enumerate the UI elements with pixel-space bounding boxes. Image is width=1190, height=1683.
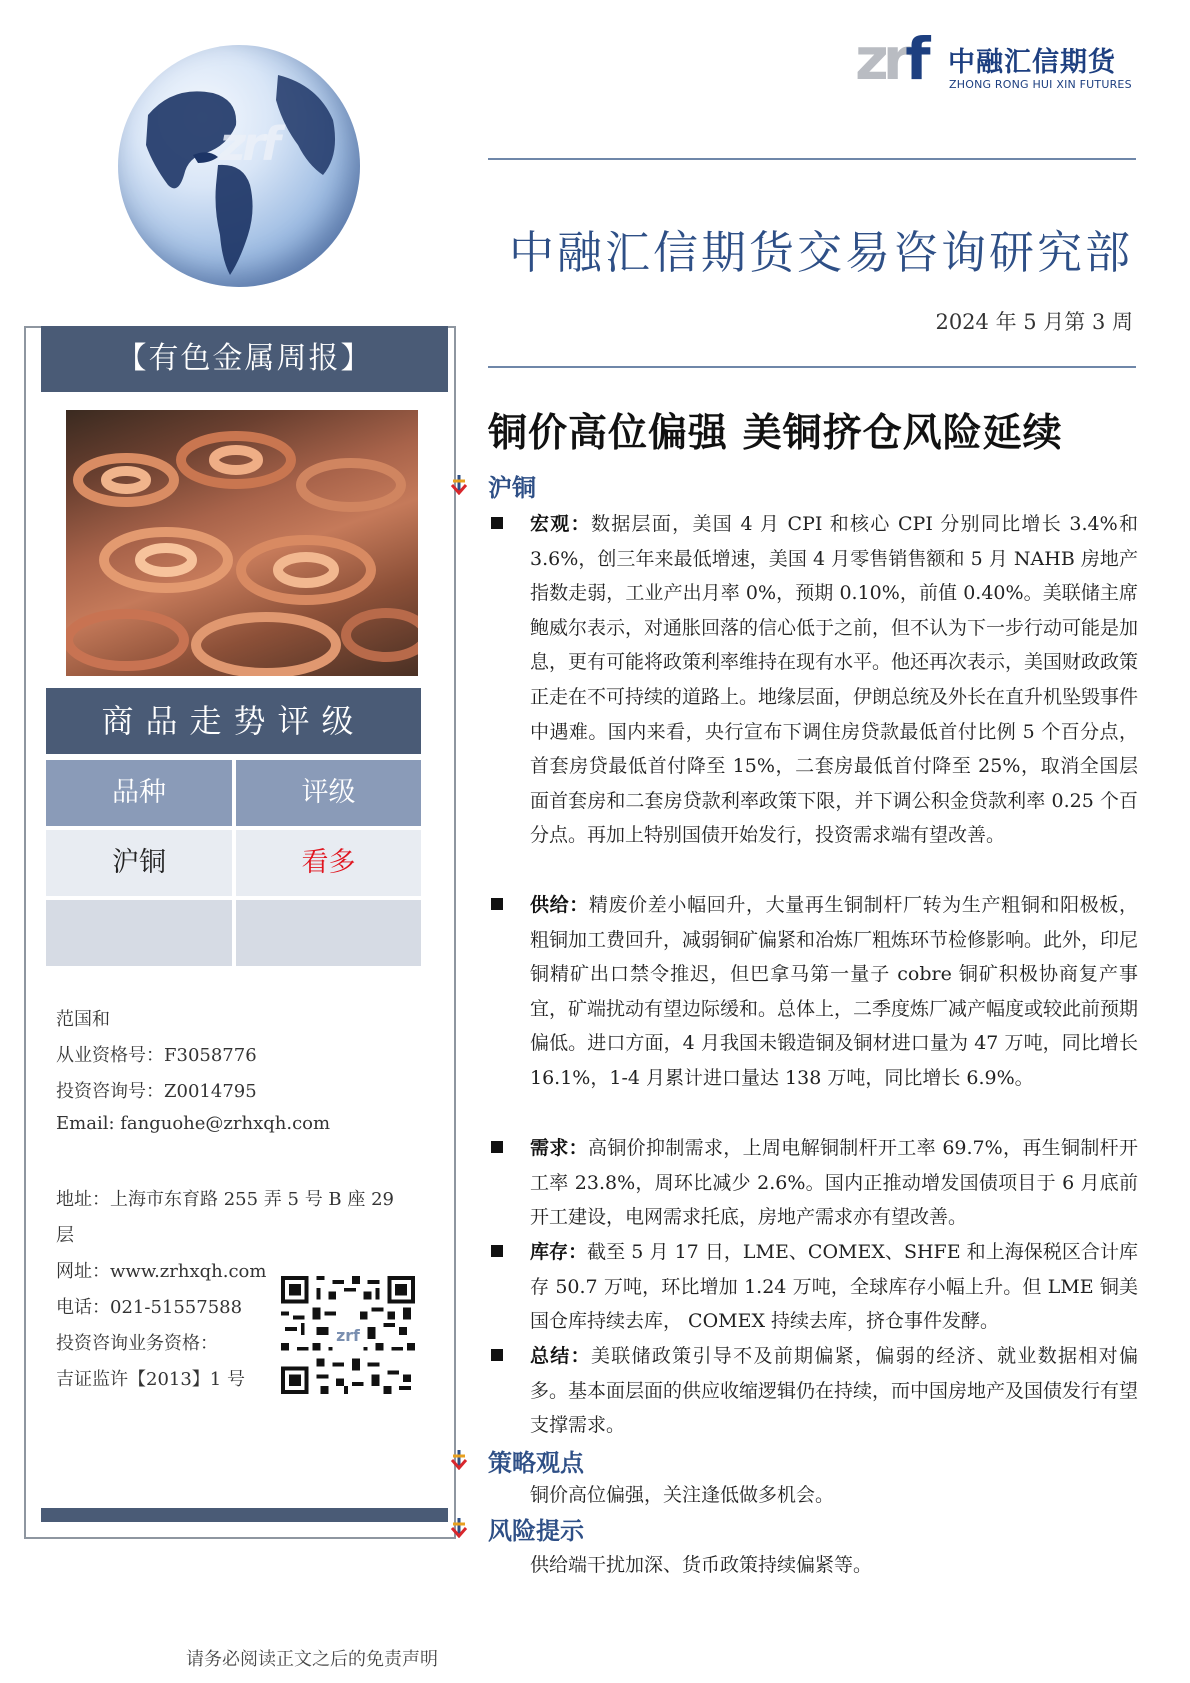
company-address-cont: 层 bbox=[56, 1225, 74, 1246]
disclaimer-footer: 请务必阅读正文之后的免责声明 bbox=[186, 1649, 438, 1670]
inventory-paragraph: 库存：截至 5 月 17 日，LME、COMEX、SHFE 和上海保税区合计库存 50.7 万吨，环比增加 1.24 万吨，全球库存小幅上升。但 LME 铜美国仓库持续去库， COMEX 持续去库，挤仓事件发酵。 bbox=[530, 1241, 1138, 1333]
rating-cell-commodity: 沪铜 bbox=[46, 830, 232, 896]
analyst-name: 范国和 bbox=[56, 1009, 110, 1030]
report-date: 2024 年 5 月第 3 周 bbox=[935, 310, 1133, 334]
logo-mark: zrf bbox=[855, 25, 925, 93]
demand-paragraph: 需求：高铜价抑制需求，上周电解铜制杆开工率 69.7%，再生铜制杆开工率 23.8%，周环比减少 2.6%。国内正推动增发国债项目于 6 月底前开工建设，电网需求托底，房地产需求亦有望改善。 bbox=[530, 1137, 1138, 1229]
macro-paragraph: 宏观：数据层面，美国 4 月 CPI 和核心 CPI 分别同比增长 3.4%和 3.6%，创三年来最低增速，美国 4 月零售销售额和 5 月 NAHB 房地产指数走弱，工业产出月率 0%，预期 0.10%，前值 0.40%。美联储主席鲍威尔表示，对通胀回落的信心低于之前，但不认为下一步行动可能是加息，更有可能将政策利率维持在现有水平。他还再次表示，美国财政政策正走在不可持续的道路上。地缘层面，伊朗总统及外长在直升机坠毁事件中遇难。国内来看，央行宣布下调住房贷款最低首付比例 5 个百分点，首套房贷最低首付降至 15%，二套房最低首付降至 25%，取消全国层面首套房和二套房贷款利率政策下限，并下调公积金贷款利率 0.25 个百分点。再加上特别国债开始发行，投资需求端有望改善。 bbox=[530, 513, 1139, 847]
company-logo bbox=[855, 25, 1132, 98]
qualification-value: 吉证监许【2013】1 号 bbox=[56, 1369, 245, 1390]
copper-coils-photo bbox=[66, 410, 418, 676]
sidebar-bottom-bar bbox=[41, 1508, 448, 1522]
risk-text: 供给端干扰加深、货币政策持续偏紧等。 bbox=[530, 1554, 873, 1576]
bullet-square bbox=[491, 898, 503, 910]
analyst-license: 从业资格号：F3058776 bbox=[56, 1045, 257, 1066]
summary-paragraph: 总结：美联储政策引导不及前期偏紧，偏弱的经济、就业数据相对偏多。基本面层面的供应收缩逻辑仍在持续，而中国房地产及国债发行有望支撑需求。 bbox=[530, 1345, 1139, 1437]
bullet-square bbox=[491, 1141, 503, 1153]
report-type-banner: 【有色金属周报】 bbox=[41, 326, 448, 392]
rating-empty-cell bbox=[236, 900, 421, 966]
svg-text:zrf: zrf bbox=[336, 1325, 360, 1345]
date-divider bbox=[488, 366, 1136, 368]
globe-image bbox=[118, 45, 360, 287]
globe-logo: zrf bbox=[219, 117, 277, 171]
rating-header-commodity: 品种 bbox=[46, 760, 232, 826]
arrow-bullet-icon bbox=[448, 473, 470, 495]
rating-section-title: 商品走势评级 bbox=[46, 688, 421, 754]
arrow-bullet-icon bbox=[448, 1448, 470, 1470]
section-title-strategy: 策略观点 bbox=[488, 1443, 584, 1478]
arrow-bullet-icon bbox=[448, 1516, 470, 1538]
company-website: 网址：www.zrhxqh.com bbox=[56, 1261, 267, 1282]
strategy-text: 铜价高位偏强，关注逢低做多机会。 bbox=[530, 1484, 835, 1506]
qr-code bbox=[280, 1276, 416, 1394]
bullet-square bbox=[491, 517, 503, 529]
company-phone: 电话：021-51557588 bbox=[56, 1297, 243, 1318]
rating-empty-cell bbox=[46, 900, 232, 966]
department-title: 中融汇信期货交易咨询研究部 bbox=[508, 226, 1133, 279]
rating-cell-value: 看多 bbox=[236, 830, 421, 896]
qualification-label: 投资咨询业务资格： bbox=[56, 1333, 218, 1354]
rating-header-rating: 评级 bbox=[236, 760, 421, 826]
bullet-square bbox=[491, 1349, 503, 1361]
company-name-cn: 中融汇信期货 bbox=[948, 47, 1116, 78]
company-address: 地址：上海市东育路 255 弄 5 号 B 座 29 bbox=[56, 1189, 394, 1210]
header-divider bbox=[488, 158, 1136, 160]
company-name-en: ZHONG RONG HUI XIN FUTURES bbox=[949, 78, 1132, 91]
section-title-copper: 沪铜 bbox=[488, 468, 536, 503]
bullet-square bbox=[491, 1245, 503, 1257]
report-headline: 铜价高位偏强 美铜挤仓风险延续 bbox=[488, 410, 1063, 456]
section-title-risk: 风险提示 bbox=[488, 1511, 584, 1546]
supply-paragraph: 供给：精废价差小幅回升，大量再生铜制杆厂转为生产粗铜和阳极板，粗铜加工费回升，减弱铜矿偏紧和冶炼厂粗炼环节检修影响。此外，印尼铜精矿出口禁令推迟，但巴拿马第一量子 cobre 铜矿积极协商复产事宜，矿端扰动有望边际缓和。总体上，二季度炼厂减产幅度或较此前预期偏低。进口方面，4 月我国未锻造铜及铜材进口量为 47 万吨，同比增长 16.1%，1-4 月累计进口量达 138 万吨，同比增长 6.9%。 bbox=[530, 894, 1139, 1089]
analyst-consult-number: 投资咨询号：Z0014795 bbox=[56, 1081, 257, 1102]
analyst-email: Email: fanguohe@zrhxqh.com bbox=[56, 1113, 331, 1134]
